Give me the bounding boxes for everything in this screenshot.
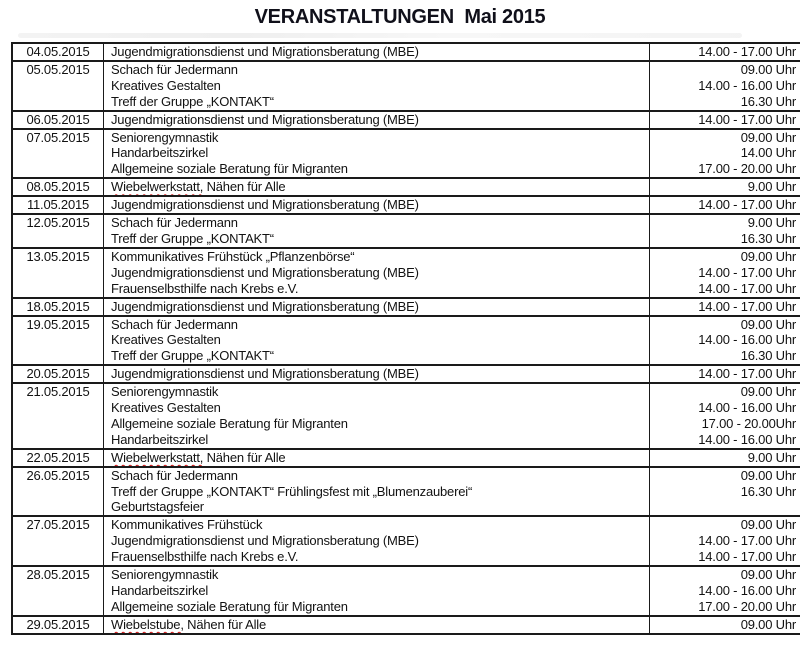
event-name-text: Schach für Jedermann — [111, 467, 238, 483]
date-cell: 06.05.2015 — [12, 111, 104, 129]
times-cell — [650, 516, 800, 566]
event-name-text: Schach für Jedermann — [111, 215, 238, 231]
event-name — [111, 450, 649, 466]
table-row — [12, 178, 800, 196]
table-row — [12, 248, 800, 298]
event-name — [111, 317, 649, 333]
event-name-text: Frauenselbsthilfe nach Krebs e.V. — [111, 280, 299, 296]
events-cell — [104, 449, 650, 467]
table-row — [12, 449, 800, 467]
event-name — [111, 112, 649, 128]
event-name-text: Kommunikatives Frühstück — [111, 517, 263, 533]
event-name — [111, 484, 649, 500]
date-cell: 04.05.2015 — [12, 43, 104, 61]
event-name — [111, 549, 649, 565]
event-name-text: Handarbeitszirkel — [111, 583, 209, 598]
times-cell — [650, 196, 800, 214]
event-name — [111, 468, 649, 484]
event-time: 09.00 Uhr — [740, 316, 796, 332]
misspelled-word: Wiebelstube, — [111, 616, 184, 632]
times-cell — [650, 214, 800, 248]
event-time: 14.00 - 17.00 Uhr — [698, 298, 796, 314]
event-time: 09.00 Uhr — [740, 567, 796, 583]
table-row — [12, 383, 800, 449]
events-cell — [104, 196, 650, 214]
date-cell: 21.05.2015 — [12, 383, 104, 449]
table-row — [12, 566, 800, 616]
event-time: 09.00 Uhr — [740, 129, 796, 145]
events-cell — [104, 129, 650, 179]
event-name-text: Handarbeitszirkel — [111, 431, 209, 447]
events-table — [11, 42, 800, 635]
event-time: 9.00 Uhr — [747, 179, 796, 195]
table-row — [12, 516, 800, 566]
event-name — [111, 145, 649, 161]
event-name — [111, 348, 649, 364]
event-name — [111, 517, 649, 533]
table-row — [12, 111, 800, 129]
times-cell — [650, 616, 800, 634]
event-time: 9.00 Uhr — [747, 449, 796, 465]
event-name — [111, 366, 649, 382]
date-cell: 26.05.2015 — [12, 467, 104, 517]
event-time: 09.00 Uhr — [740, 61, 796, 77]
event-name-text: Seniorengymnastik — [111, 129, 219, 145]
times-cell — [650, 129, 800, 179]
events-cell — [104, 43, 650, 61]
date-cell: 18.05.2015 — [12, 298, 104, 316]
event-time: 09.00 Uhr — [740, 467, 796, 483]
event-name-text: Jugendmigrationsdienst und Migrationsberatung (MBE) — [111, 533, 419, 549]
event-name-text: Jugendmigrationsdienst und Migrationsberatung (MBE) — [111, 298, 419, 314]
event-time: 09.00 Uhr — [740, 384, 796, 400]
times-cell — [650, 43, 800, 61]
events-cell — [104, 248, 650, 298]
event-time: 14.00 - 17.00 Uhr — [698, 197, 796, 213]
event-name-text: Seniorengymnastik — [111, 384, 219, 400]
event-time: 17.00 - 20.00 Uhr — [698, 598, 796, 614]
event-time: 14.00 Uhr — [740, 145, 796, 161]
event-name-text: Treff der Gruppe „KONTAKT“ — [111, 348, 274, 364]
times-cell — [650, 383, 800, 449]
event-time: 14.00 - 16.00 Uhr — [698, 583, 796, 598]
event-name-text: Kreatives Gestalten — [111, 400, 221, 416]
event-time: 16.30 Uhr — [740, 93, 796, 109]
times-cell — [650, 178, 800, 196]
event-name-text: Allgemeine soziale Beratung für Migranten — [111, 161, 348, 177]
event-name — [111, 400, 649, 416]
events-cell — [104, 467, 650, 517]
date-cell: 12.05.2015 — [12, 214, 104, 248]
event-name — [111, 249, 649, 265]
event-name — [111, 299, 649, 315]
event-time: 16.30 Uhr — [740, 483, 796, 499]
events-cell — [104, 566, 650, 616]
event-name — [111, 499, 649, 515]
times-cell — [650, 316, 800, 366]
event-name — [111, 197, 649, 213]
event-name — [111, 62, 649, 78]
event-name-text: Nähen für Alle — [203, 179, 286, 195]
event-name — [111, 265, 649, 281]
event-time: 16.30 Uhr — [740, 230, 796, 246]
times-cell — [650, 61, 800, 111]
table-row — [12, 365, 800, 383]
misspelled-word: Wiebelwerkstatt, — [111, 449, 204, 465]
date-cell: 19.05.2015 — [12, 316, 104, 366]
event-time: 09.00 Uhr — [740, 616, 796, 632]
event-name — [111, 332, 649, 348]
events-cell — [104, 516, 650, 566]
event-time: 14.00 - 17.00 Uhr — [698, 549, 796, 565]
event-time: 16.30 Uhr — [740, 348, 796, 364]
event-time: 14.00 - 16.00 Uhr — [698, 332, 796, 348]
date-cell: 20.05.2015 — [12, 365, 104, 383]
event-name-text: Treff der Gruppe „KONTAKT“ — [111, 93, 274, 109]
event-name-text: Frauenselbsthilfe nach Krebs e.V. — [111, 549, 299, 565]
event-name-text: Nähen für Alle — [183, 616, 267, 632]
event-name-text: Allgemeine soziale Beratung für Migranten — [111, 415, 348, 431]
times-cell — [650, 566, 800, 616]
event-time: 09.00 Uhr — [740, 517, 796, 533]
times-cell — [650, 248, 800, 298]
event-name-text: Geburtstagsfeier — [111, 499, 204, 515]
table-row — [12, 196, 800, 214]
times-cell — [650, 449, 800, 467]
date-cell: 29.05.2015 — [12, 616, 104, 634]
event-time: 9.00 Uhr — [747, 215, 796, 231]
scan-artifact — [18, 33, 742, 38]
table-row — [12, 129, 800, 179]
table-row — [12, 214, 800, 248]
event-time: 17.00 - 20.00 Uhr — [698, 161, 796, 177]
event-time: 14.00 - 16.00 Uhr — [698, 77, 796, 93]
events-cell — [104, 365, 650, 383]
event-name — [111, 583, 649, 599]
event-name — [111, 617, 649, 633]
event-name — [111, 94, 649, 110]
event-time: 14.00 - 17.00 Uhr — [698, 44, 796, 59]
date-cell: 28.05.2015 — [12, 566, 104, 616]
event-name-text: Schach für Jedermann — [111, 61, 238, 77]
event-name — [111, 78, 649, 94]
times-cell — [650, 111, 800, 129]
date-cell: 11.05.2015 — [12, 196, 104, 214]
event-time: 14.00 - 17.00 Uhr — [698, 280, 796, 296]
event-name-text: Jugendmigrationsdienst und Migrationsberatung (MBE) — [111, 111, 419, 127]
table-row — [12, 467, 800, 517]
date-cell: 27.05.2015 — [12, 516, 104, 566]
event-name — [111, 179, 649, 195]
event-name — [111, 44, 649, 60]
event-name-text: Handarbeitszirkel — [111, 145, 209, 161]
date-cell: 08.05.2015 — [12, 178, 104, 196]
event-time: 14.00 - 17.00 Uhr — [698, 264, 796, 280]
event-name — [111, 281, 649, 297]
event-name — [111, 231, 649, 247]
date-cell: 13.05.2015 — [12, 248, 104, 298]
event-name — [111, 130, 649, 146]
event-name-text: Kreatives Gestalten — [111, 77, 221, 93]
date-cell: 07.05.2015 — [12, 129, 104, 179]
events-cell — [104, 111, 650, 129]
event-name — [111, 161, 649, 177]
event-name-text: Nähen für Alle — [203, 449, 286, 465]
table-row — [12, 298, 800, 316]
event-name — [111, 416, 649, 432]
events-cell — [104, 178, 650, 196]
page-title: VERANSTALTUNGEN Mai 2015 — [254, 6, 546, 28]
event-name — [111, 215, 649, 231]
event-time: 14.00 - 16.00 Uhr — [698, 400, 796, 416]
events-table-body — [12, 43, 800, 634]
event-name-text: Jugendmigrationsdienst und Migrationsberatung (MBE) — [111, 44, 419, 59]
event-name-text: Treff der Gruppe „KONTAKT“ — [111, 230, 274, 246]
event-name-text: Jugendmigrationsdienst und Migrationsberatung (MBE) — [111, 264, 419, 280]
event-name-text: Jugendmigrationsdienst und Migrationsberatung (MBE) — [111, 197, 419, 213]
event-name — [111, 599, 649, 615]
table-row — [12, 316, 800, 366]
date-cell: 22.05.2015 — [12, 449, 104, 467]
misspelled-word: Wiebelwerkstatt, — [111, 179, 204, 195]
event-name-text: Allgemeine soziale Beratung für Migranten — [111, 598, 348, 614]
events-cell — [104, 383, 650, 449]
event-time: 17.00 - 20.00Uhr — [701, 415, 796, 431]
date-cell: 05.05.2015 — [12, 61, 104, 111]
event-name-text: Kreatives Gestalten — [111, 332, 221, 348]
event-name-text: Treff der Gruppe „KONTAKT“ Frühlingsfest mit „Blumenzauberei“ — [111, 483, 473, 499]
event-name — [111, 567, 649, 583]
event-time: 14.00 - 16.00 Uhr — [698, 431, 796, 447]
event-time: 14.00 - 17.00 Uhr — [698, 533, 796, 549]
table-row — [12, 61, 800, 111]
times-cell — [650, 467, 800, 517]
table-row — [12, 616, 800, 634]
event-name-text: Jugendmigrationsdienst und Migrationsberatung (MBE) — [111, 366, 419, 382]
table-row — [12, 43, 800, 61]
event-time: 14.00 - 17.00 Uhr — [698, 111, 796, 127]
event-name — [111, 432, 649, 448]
event-time: 09.00 Uhr — [740, 248, 796, 264]
event-name — [111, 384, 649, 400]
event-name-text: Schach für Jedermann — [111, 316, 238, 332]
events-cell — [104, 298, 650, 316]
events-cell — [104, 316, 650, 366]
event-name-text: Seniorengymnastik — [111, 567, 219, 583]
events-cell — [104, 61, 650, 111]
event-name-text: Kommunikatives Frühstück „Pflanzenbörse“ — [111, 248, 355, 264]
event-time: 14.00 - 17.00 Uhr — [698, 366, 796, 382]
times-cell — [650, 298, 800, 316]
times-cell — [650, 365, 800, 383]
event-time — [650, 499, 796, 515]
event-name — [111, 533, 649, 549]
events-cell — [104, 214, 650, 248]
events-cell — [104, 616, 650, 634]
